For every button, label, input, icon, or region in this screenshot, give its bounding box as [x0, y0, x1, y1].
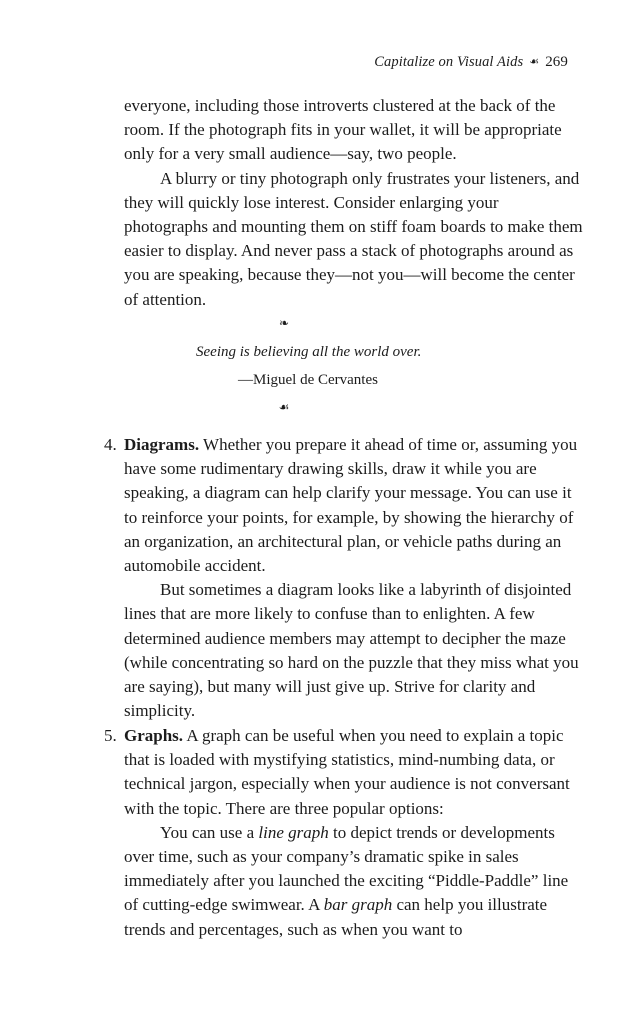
list-item — [104, 433, 584, 723]
paragraph — [124, 433, 584, 578]
item-body: Whether you prepare it ahead of time or, assuming you have some rudimentary drawing skills, draw it while you are speaking, a diagram can help clarify your message. You can use it to reinforce your points, for example, by showing the hierarchy of an organization, an architectural plan, or vehicle paths during an automobile accident. — [124, 435, 578, 576]
epigraph-quote: Seeing is believing all the world over. — [196, 344, 422, 360]
text-run: can help you illustrate trends and percentages, such as when you want to — [124, 895, 548, 939]
item-title: Diagrams. — [124, 435, 200, 454]
paragraph: But sometimes a diagram looks like a labyrinth of disjointed lines that are more likely to confuse than to enlighten. A few determined audience members may attempt to decipher the maze (while concentrating so hard on the puzzle that they miss what you are saying), but many will just give up. Strive for clarity and simplicity. — [124, 580, 579, 721]
emphasis-bar-graph: bar graph — [323, 895, 393, 915]
epigraph-attribution: —Miguel de Cervantes — [238, 372, 378, 388]
page-number: 269 — [545, 54, 568, 70]
list-marker: 5. — [104, 726, 117, 745]
running-header — [374, 54, 568, 71]
paragraph: A blurry or tiny photograph only frustrates your listeners, and they will quickly lose interest. Consider enlarging your photographs and mounting them on stiff foam boards to make them easier to display. And never pass a stack of photographs around as you are speaking, because they—not you—will become the center of attention. — [124, 168, 583, 309]
text-run: to depict trends or developments over time, such as your company’s dramatic spike in sales immediately after you launched the exciting “Piddle-Paddle” line of cutting-edge swimwear. A — [124, 822, 569, 915]
item-body: A graph can be useful when you need to explain a topic that is loaded with mystifying statistics, mind-numbing data, or technical jargon, especially when your audience is not conversant with the topic. There are three popular options: — [124, 726, 570, 818]
ornament-bottom-icon: ☙ — [278, 400, 290, 414]
list-item — [104, 724, 584, 942]
ornament-top-icon: ❧ — [278, 316, 290, 330]
paragraph: everyone, including those introverts clustered at the back of the room. If the photograph fits in your wallet, it will be appropriate only for a very small audience—say, two people. — [124, 96, 562, 164]
paragraph — [124, 724, 584, 821]
running-title: Capitalize on Visual Aids — [374, 54, 524, 70]
text-run: You can use a — [160, 822, 259, 842]
ornament-icon: ☙ — [529, 56, 540, 68]
continuation-text — [124, 94, 584, 312]
list-marker: 4. — [104, 435, 117, 454]
paragraph — [124, 821, 584, 942]
item-title: Graphs. — [124, 726, 184, 745]
emphasis-line-graph: line graph — [258, 822, 329, 842]
